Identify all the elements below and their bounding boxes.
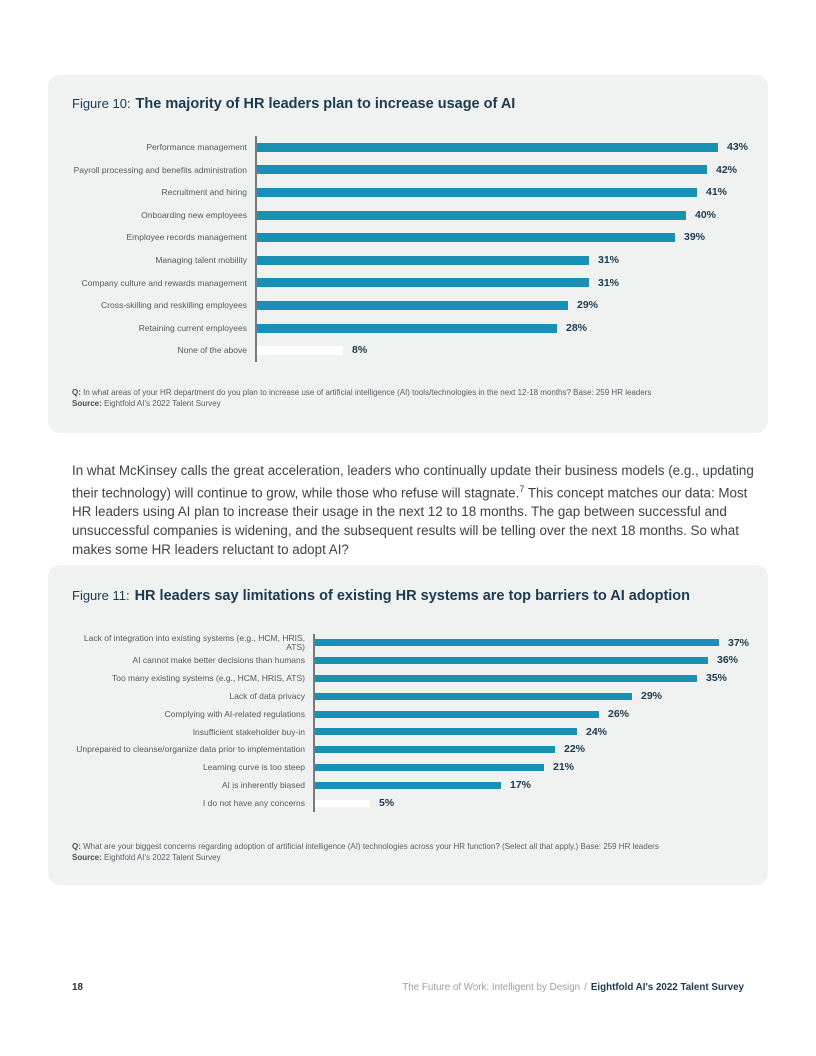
bar bbox=[315, 728, 577, 735]
bar-area bbox=[313, 741, 744, 759]
bar-value-label: 17% bbox=[510, 779, 532, 792]
bar-value-label: 29% bbox=[641, 690, 663, 703]
figure-11-title: HR leaders say limitations of existing HR systems are top barriers to AI adoption bbox=[134, 588, 691, 604]
bar-value-label: 35% bbox=[706, 672, 728, 685]
bar-area bbox=[313, 794, 744, 812]
bar-category-label: Performance management bbox=[146, 142, 247, 153]
bar bbox=[315, 639, 719, 646]
bar-area bbox=[255, 272, 744, 295]
page-footer bbox=[72, 982, 744, 996]
chart-row bbox=[72, 670, 744, 688]
figure-10-title: The majority of HR leaders plan to increase usage of AI bbox=[135, 96, 516, 112]
bar-value-label: 31% bbox=[598, 276, 620, 289]
bar-area bbox=[313, 776, 744, 794]
footnote-q-label: Q: bbox=[72, 388, 81, 397]
footnote-source-text: Eightfold AI's 2022 Talent Survey bbox=[101, 853, 221, 862]
paragraph-text-before-ref: In what McKinsey calls the great acceleration, leaders who continually update their business models (e.g., updating their technology) will continue to grow, while those who refuse will stagnate. bbox=[72, 463, 754, 501]
bar-category-label: None of the above bbox=[177, 345, 247, 356]
bar-category-label: Complying with AI-related regulations bbox=[164, 708, 305, 719]
figure-10-heading bbox=[72, 95, 515, 113]
bar-area bbox=[313, 759, 744, 777]
bar bbox=[315, 675, 697, 682]
bar-area bbox=[255, 159, 744, 182]
chart-row bbox=[72, 272, 744, 295]
footnote-q-label: Q: bbox=[72, 842, 81, 851]
bar bbox=[257, 211, 686, 220]
figure-10-label: Figure 10: bbox=[72, 96, 131, 111]
bar-value-label: 21% bbox=[553, 761, 575, 774]
bar-category-label: Learning curve is too steep bbox=[202, 762, 305, 773]
bar-category-label: Recruitment and hiring bbox=[161, 187, 247, 198]
bar-area bbox=[313, 652, 744, 670]
chart-row bbox=[72, 687, 744, 705]
bar-category-label: Onboarding new employees bbox=[141, 209, 247, 220]
bar bbox=[315, 693, 632, 700]
chart-row bbox=[72, 794, 744, 812]
bar-area bbox=[313, 670, 744, 688]
bar-area bbox=[313, 705, 744, 723]
figure-11-label: Figure 11: bbox=[72, 588, 130, 603]
bar-area bbox=[313, 687, 744, 705]
figure-10-bar-chart bbox=[72, 136, 749, 362]
chart-row bbox=[72, 652, 744, 670]
chart-row bbox=[72, 159, 744, 182]
bar bbox=[315, 800, 370, 807]
bar-value-label: 36% bbox=[717, 654, 739, 667]
chart-row bbox=[72, 776, 744, 794]
bar bbox=[315, 782, 501, 789]
bar bbox=[257, 233, 675, 242]
paragraph-text-after-ref: This concept matches our data: Most HR leaders using AI plan to increase their usage in the next 12 to 18 months. The gap between successful and unsuccessful companies is widening, and the subsequent results will be telling over the next 18 months. So what makes some HR leaders reluctant to adopt AI? bbox=[72, 485, 748, 558]
chart-row bbox=[72, 705, 744, 723]
bar-value-label: 29% bbox=[577, 299, 599, 312]
bar bbox=[315, 657, 708, 664]
figure-10-footnote-source bbox=[72, 398, 744, 409]
bar bbox=[257, 278, 589, 287]
bar-category-label: Retaining current employees bbox=[138, 322, 247, 333]
chart-row bbox=[72, 317, 744, 340]
bar-area bbox=[255, 294, 744, 317]
figure-11-card bbox=[48, 565, 768, 885]
figure-10-card bbox=[48, 75, 768, 433]
bar-value-label: 43% bbox=[727, 141, 749, 154]
chart-row bbox=[72, 226, 744, 249]
bar-category-label: Payroll processing and benefits administration bbox=[73, 164, 247, 175]
figure-11-footnote-question bbox=[72, 841, 744, 852]
figure-10-footnote-question bbox=[72, 387, 744, 398]
bar bbox=[257, 346, 343, 355]
figure-11-heading bbox=[72, 587, 690, 605]
bar-category-label: Company culture and rewards management bbox=[81, 277, 247, 288]
footnote-source-label: Source: bbox=[72, 399, 102, 408]
bar-value-label: 22% bbox=[564, 743, 586, 756]
footnote-source-label: Source: bbox=[72, 853, 102, 862]
bar-category-label: Too many existing systems (e.g., HCM, HRIS, ATS) bbox=[111, 673, 305, 684]
bar-area bbox=[255, 317, 744, 340]
chart-row bbox=[72, 759, 744, 777]
chart-row bbox=[72, 294, 744, 317]
bar-category-label: AI is inherently biased bbox=[221, 780, 305, 791]
body-paragraph bbox=[72, 461, 754, 559]
chart-row bbox=[72, 204, 744, 227]
footnote-q-text: What are your biggest concerns regarding adoption of artificial intelligence (AI) technologies across your HR function? (Select all that apply.) Base: 259 HR leaders bbox=[80, 842, 659, 851]
bar-category-label: Lack of data privacy bbox=[229, 691, 305, 702]
bar bbox=[257, 143, 718, 152]
bar bbox=[257, 256, 589, 265]
bar-category-label: Insufficient stakeholder buy-in bbox=[192, 726, 305, 737]
bar-value-label: 39% bbox=[684, 231, 706, 244]
figure-11-bar-chart bbox=[72, 633, 750, 812]
footnote-q-text: In what areas of your HR department do you plan to increase use of artificial intelligence (AI) tools/technologies in the next 12-18 months? Base: 259 HR leaders bbox=[80, 388, 652, 397]
chart-row bbox=[72, 181, 744, 204]
figure-10-footnote bbox=[72, 387, 744, 409]
bar-area bbox=[255, 181, 744, 204]
bar-value-label: 28% bbox=[566, 321, 588, 334]
bar-area bbox=[255, 249, 744, 272]
bar-area bbox=[313, 634, 749, 652]
figure-11-footnote-source bbox=[72, 852, 744, 863]
bar-category-label: Cross-skilling and reskilling employees bbox=[101, 300, 247, 311]
bar-area bbox=[255, 136, 748, 159]
chart-row bbox=[72, 723, 744, 741]
bar-area bbox=[255, 339, 744, 362]
bar-category-label: Employee records management bbox=[126, 232, 247, 243]
chart-row bbox=[72, 741, 744, 759]
bar bbox=[257, 324, 557, 333]
bar-value-label: 24% bbox=[586, 725, 608, 738]
bar-category-label: Managing talent mobility bbox=[155, 255, 247, 266]
bar bbox=[257, 301, 568, 310]
bar-value-label: 26% bbox=[608, 707, 630, 720]
bar bbox=[315, 746, 555, 753]
footnote-reference-7: 7 bbox=[519, 484, 525, 494]
bar-area bbox=[255, 204, 744, 227]
bar-category-label: I do not have any concerns bbox=[202, 797, 305, 808]
bar bbox=[315, 711, 599, 718]
page-number: 18 bbox=[72, 982, 83, 993]
bar-value-label: 31% bbox=[598, 254, 620, 267]
footnote-source-text: Eightfold AI's 2022 Talent Survey bbox=[101, 399, 221, 408]
bar-category-label: Lack of integration into existing systems (e.g., HCM, HRIS, ATS) bbox=[83, 633, 305, 652]
chart-row bbox=[72, 136, 749, 159]
bar bbox=[257, 165, 707, 174]
chart-row bbox=[72, 339, 744, 362]
footer-report-title: Eightfold AI's 2022 Talent Survey bbox=[590, 982, 744, 993]
bar bbox=[257, 188, 697, 197]
bar-value-label: 42% bbox=[716, 163, 738, 176]
bar-value-label: 8% bbox=[352, 344, 368, 357]
footer-doc-title: The Future of Work: Intelligent by Design bbox=[402, 982, 581, 993]
bar-category-label: AI cannot make better decisions than humans bbox=[132, 655, 305, 666]
bar bbox=[315, 764, 544, 771]
chart-row bbox=[72, 633, 750, 652]
bar-value-label: 40% bbox=[695, 208, 717, 221]
bar-area bbox=[313, 723, 744, 741]
bar-value-label: 5% bbox=[379, 796, 395, 809]
bar-category-label: Unprepared to cleanse/organize data prior to implementation bbox=[76, 744, 305, 755]
footer-separator: / bbox=[584, 982, 587, 993]
figure-11-footnote bbox=[72, 841, 744, 863]
chart-row bbox=[72, 249, 744, 272]
bar-value-label: 41% bbox=[706, 186, 728, 199]
bar-value-label: 37% bbox=[728, 636, 750, 649]
bar-area bbox=[255, 226, 744, 249]
footer-running-title bbox=[402, 982, 744, 993]
